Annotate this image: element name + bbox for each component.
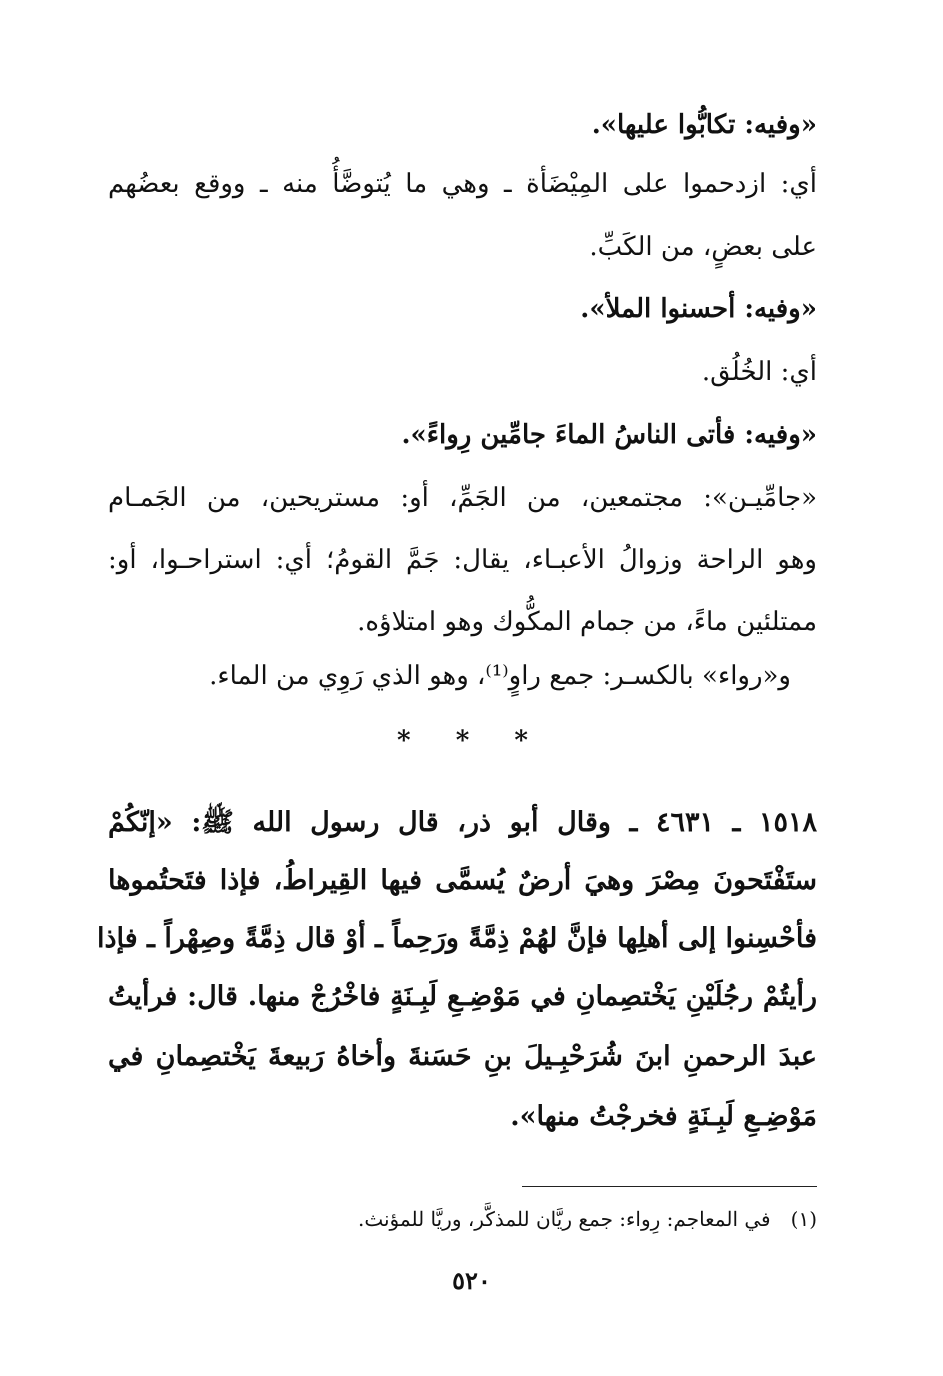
text-line-3: على بعضٍ، من الكَبِّ. bbox=[589, 232, 817, 262]
footnote-number: (١) bbox=[790, 1207, 817, 1231]
text-line-10: و«رواء» بالكسـر: جمع راوٍ⁽¹⁾، وهو الذي رَوِي من الماء. bbox=[209, 661, 791, 691]
hadith-line-2: ستَفْتَحونَ مِصْرَ وهيَ أرضٌ يُسمَّى فيها القِيراطُ، فإذا فتَحتُموها bbox=[108, 865, 817, 896]
heading-line-6: «وفيه: فأتى الناسُ الماءَ جامِّين رِواءً». bbox=[401, 420, 817, 450]
footnote bbox=[108, 1202, 817, 1236]
page-number: ٥٢٠ bbox=[452, 1266, 491, 1295]
hadith-line-5: عبدَ الرحمنِ ابنَ شُرَحْبِـيلَ بنِ حَسَنةَ وأخاهُ رَبيعةَ يَخْتصِمانِ في bbox=[108, 1041, 817, 1072]
section-separator: * * * bbox=[397, 726, 546, 756]
text-line-8: وهو الراحة وزوالُ الأعبـاء، يقال: جَمَّ القومُ؛ أي: استراحـوا، أو: bbox=[108, 545, 817, 575]
hadith-line-6: مَوْضِـعِ لَبِـنَةٍ فخرجْتُ منها». bbox=[510, 1101, 817, 1132]
hadith-line-4: رأيتُمْ رجُلَيْنِ يَخْتصِمانِ في مَوْضِـعِ لَبِـنَةٍ فاخْرُجْ منها. قال: فرأيتُ bbox=[108, 981, 817, 1012]
heading-line-4: «وفيه: أحسنوا الملأ». bbox=[580, 294, 817, 324]
hadith-line-1: ١٥١٨ ـ ٤٦٣١ ـ وقال أبو ذر، قال رسول الله ﷺ: «إنّكُمْ bbox=[108, 807, 817, 838]
text-line-2: أي: ازدحموا على المِيْضَأة ـ وهي ما يُتوضَّأُ منه ـ ووقع بعضُهم bbox=[108, 169, 817, 199]
footnote-rule bbox=[522, 1186, 817, 1187]
text-line-9: ممتلئين ماءً، من جمام المكُّوك وهو امتلاؤه. bbox=[357, 607, 817, 637]
text-line-7: «جامِّيـن»: مجتمعين، من الجَمِّ، أو: مستريحين، من الجَمـام bbox=[108, 483, 817, 513]
footnote-text: في المعاجم: رِواء: جمع ريَّان للمذكَّر، وريَّا للمؤنث. bbox=[357, 1207, 771, 1231]
text-line-5: أي: الخُلُق. bbox=[701, 357, 817, 387]
heading-line-1: «وفيه: تكابُّوا عليها». bbox=[591, 110, 817, 140]
hadith-line-3: فأحْسِنوا إلى أهلِها فإنَّ لهُمْ ذِمَّةً ورَحِماً ـ أوْ قال ذِمَّةً وصِهْراً ـ فإذا bbox=[97, 923, 817, 954]
